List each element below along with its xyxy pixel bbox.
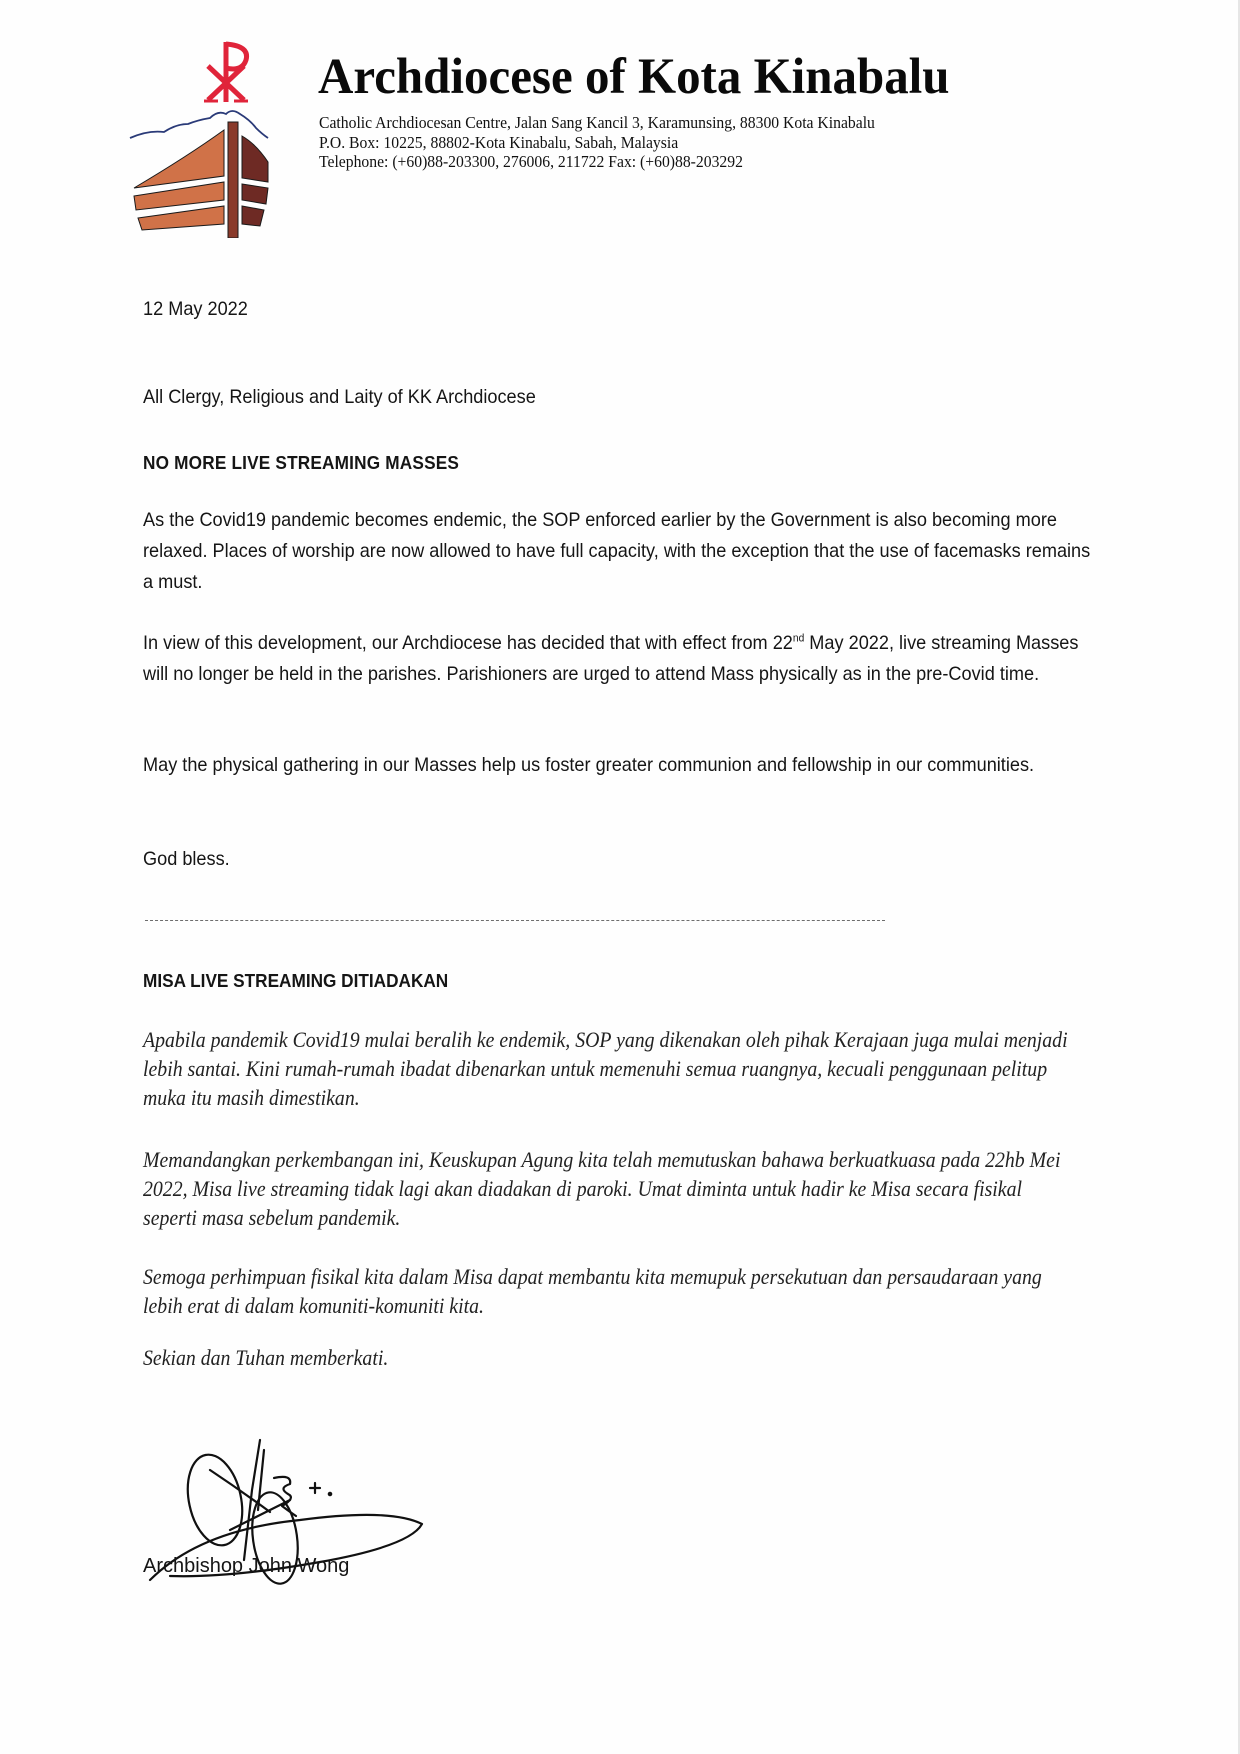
address-line-street: Catholic Archdiocesan Centre, Jalan Sang Kancil 3, Karamunsing, 88300 Kota Kinabalu (319, 113, 875, 132)
english-closing: God bless. (143, 848, 230, 870)
malay-paragraph-2: Memandangkan perkembangan ini, Keuskupan Agung kita telah memutuskan bahawa berkuatkuasa pada 22hb Mei 2022, Misa live streaming tidak lagi akan diadakan di paroki. Umat diminta untuk hadir ke Misa secara fisikal seperti masa sebelum pandemik. (143, 1147, 1061, 1230)
paragraph-text: In view of this development, our Archdiocese has decided that with effect from 22 (143, 632, 793, 654)
signatory-name: Archbishop John Wong (143, 1555, 350, 1577)
malay-heading: MISA LIVE STREAMING DITIADAKAN (143, 970, 449, 991)
letter-date: 12 May 2022 (143, 298, 248, 320)
english-paragraph-2 (143, 628, 1101, 690)
malay-closing: Sekian dan Tuhan memberkati. (143, 1345, 389, 1370)
malay-paragraph-1: Apabila pandemik Covid19 mulai beralih ke endemik, SOP yang dikenakan oleh pihak Kerajaan juga mulai menjadi lebih santai. Kini rumah-rumah ibadat dibenarkan untuk memenuhi semua ruangnya, kecuali penggunaan pelitup muka itu masih dimestikan. (143, 1027, 1068, 1110)
letter-recipients: All Clergy, Religious and Laity of KK Archdiocese (143, 386, 536, 408)
english-heading: NO MORE LIVE STREAMING MASSES (143, 452, 460, 473)
english-paragraph-1: As the Covid19 pandemic becomes endemic, the SOP enforced earlier by the Government is also becoming more relaxed. Places of worship are now allowed to have full capacity, with the exception that the use of facemasks remains a must. (143, 509, 1091, 593)
address-line-contact: Telephone: (+60)88-203300, 276006, 211722 Fax: (+60)88-203292 (319, 152, 743, 171)
organization-name: Archdiocese of Kota Kinabalu (318, 49, 950, 105)
paragraph-text: May 2022, live streaming Masses will no longer be held in the parishes. Parishioners are urged to attend Mass physically as in the pre-Covid time. (143, 632, 1079, 685)
section-divider (145, 920, 885, 921)
malay-paragraph-3: Semoga perhimpuan fisikal kita dalam Misa dapat membantu kita memupuk persekutuan dan persaudaraan yang lebih erat di dalam komuniti-komuniti kita. (143, 1264, 1042, 1318)
ordinal-suffix: nd (792, 632, 805, 645)
chi-rho-boat-logo-icon (128, 38, 278, 238)
organization-address (319, 113, 904, 172)
address-line-po-box: P.O. Box: 10225, 88802-Kota Kinabalu, Sabah, Malaysia (319, 132, 679, 152)
english-paragraph-3: May the physical gathering in our Masses help us foster greater communion and fellowship in our communities. (143, 754, 1035, 776)
